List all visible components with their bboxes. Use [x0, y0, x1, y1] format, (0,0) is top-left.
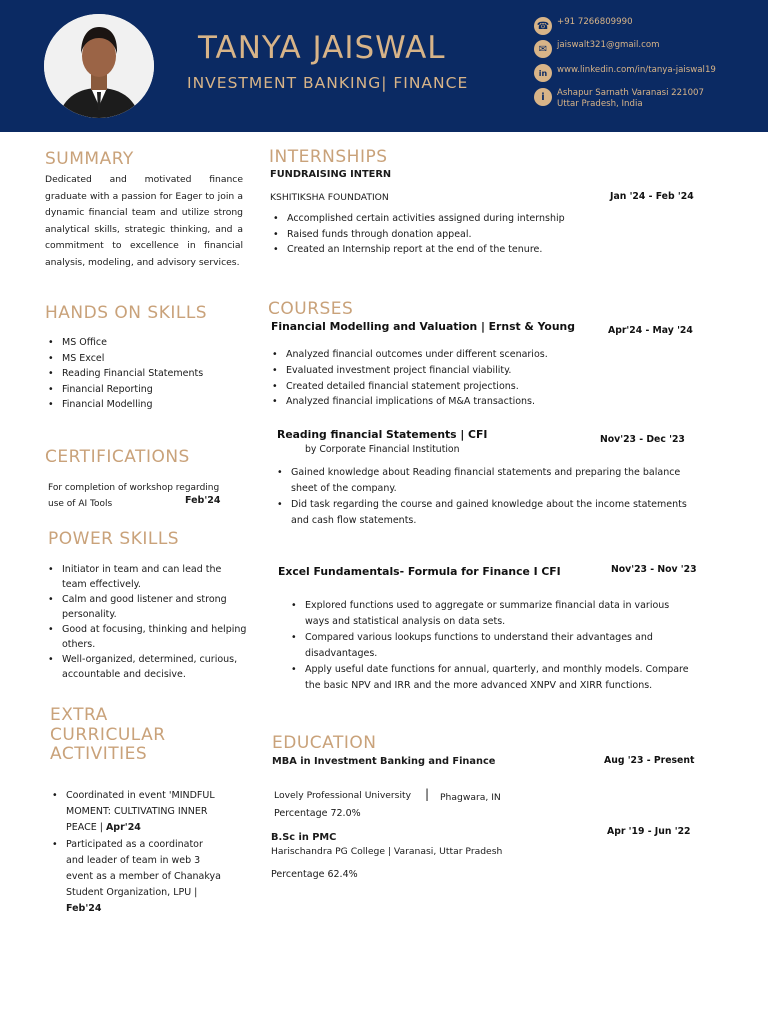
skills-heading: HANDS ON SKILLS [45, 303, 208, 323]
contact-phone[interactable] [534, 17, 633, 35]
courses-heading: COURSES [268, 299, 354, 319]
list-item: • MS Office [48, 335, 248, 351]
education-date: Aug '23 - Present [604, 755, 695, 766]
education-percentage: Percentage 62.4% [271, 869, 358, 880]
extra-heading [50, 706, 166, 765]
address-text [557, 88, 704, 110]
list-item: • Initiator in team and can lead the team effectively. [48, 562, 248, 592]
contact-email[interactable] [534, 40, 660, 58]
avatar [44, 14, 154, 118]
education-school: Harischandra PG College | Varanasi, Uttar Pradesh [271, 846, 503, 857]
list-item: • Explored functions used to aggregate or summarize financial data in various ways and statistical analysis on data sets. [291, 598, 696, 630]
list-item [52, 837, 222, 918]
course-title: Financial Modelling and Valuation | Ernst & Young [271, 320, 575, 333]
email-text: jaiswalt321@gmail.com [557, 40, 660, 50]
header-banner [0, 0, 768, 132]
course-list [291, 598, 696, 694]
extra-list [52, 788, 222, 918]
education-school: Lovely Professional University [274, 790, 412, 801]
contact-linkedin[interactable] [534, 64, 716, 82]
list-item: • Created detailed financial statement projections. [272, 379, 692, 395]
list-item: • Calm and good listener and strong personality. [48, 592, 248, 622]
linkedin-text: www.linkedin.com/in/tanya-jaiswal19 [557, 65, 716, 75]
list-item: • Analyzed financial outcomes under different scenarios. [272, 347, 692, 363]
summary-text: Dedicated and motivated finance graduate with a passion for Eager to join a dynamic financial team and utilize strong analytical skills, strategic thinking, and a commitment to excellence in financial analysis, modeling, and advisory services. [45, 174, 243, 268]
list-item: • Reading Financial Statements [48, 366, 248, 382]
education-heading: EDUCATION [272, 733, 377, 753]
separator: | [425, 787, 430, 801]
education-date: Apr '19 - Jun '22 [607, 826, 691, 837]
education-percentage: Percentage 72.0% [274, 808, 361, 819]
course-date: Nov'23 - Nov '23 [611, 564, 697, 575]
list-item: • Well-organized, determined, curious, accountable and decisive. [48, 652, 248, 682]
list-item: • Gained knowledge about Reading financial statements and preparing the balance sheet of the company. [277, 465, 692, 497]
list-item: • Good at focusing, thinking and helping others. [48, 622, 248, 652]
internship-role: FUNDRAISING INTERN [270, 169, 392, 180]
address-line1: Ashapur Sarnath Varanasi 221007 [557, 88, 704, 98]
course-subtitle: by Corporate Financial Institution [305, 444, 460, 455]
education-degree: B.Sc in PMC [271, 832, 337, 843]
list-item: • Accomplished certain activities assigned during internship [273, 211, 693, 227]
internship-date: Jan '24 - Feb '24 [610, 191, 694, 202]
education-place: Phagwara, IN [440, 792, 501, 803]
certification-text: For completion of workshop regarding use of AI Tools [48, 483, 220, 509]
internships-heading: INTERNSHIPS [269, 147, 388, 167]
education-degree: MBA in Investment Banking and Finance [272, 756, 496, 767]
linkedin-icon: in [534, 64, 552, 82]
extra-heading-line3: ACTIVITIES [50, 744, 148, 764]
skills-list [48, 335, 248, 413]
extra-heading-line1: EXTRA [50, 705, 108, 725]
internship-org: KSHITIKSHA FOUNDATION [270, 192, 389, 203]
phone-text: +91 7266809990 [557, 17, 633, 27]
list-item: • Raised funds through donation appeal. [273, 227, 693, 243]
list-item: • Analyzed financial implications of M&A transactions. [272, 394, 692, 410]
course-list [272, 347, 692, 410]
power-skills-list [48, 562, 248, 682]
course-date: Nov'23 - Dec '23 [600, 434, 685, 445]
address-line2: Uttar Pradesh, India [557, 99, 643, 109]
list-item: • Created an Internship report at the end of the tenure. [273, 242, 693, 258]
certification-date: Feb'24 [185, 495, 221, 506]
summary-heading: SUMMARY [45, 149, 134, 169]
power-skills-heading: POWER SKILLS [48, 529, 180, 549]
email-icon: ✉ [534, 40, 552, 58]
list-item: • Did task regarding the course and gained knowledge about the income statements and cash flow statements. [277, 497, 692, 529]
candidate-name: TANYA JAISWAL [198, 30, 446, 66]
list-item: • MS Excel [48, 351, 248, 367]
course-title: Reading financial Statements | CFI [277, 428, 488, 441]
list-item [52, 788, 222, 837]
certifications-heading: CERTIFICATIONS [45, 447, 190, 467]
extra-item-text: Coordinated in event 'MINDFUL MOMENT: CULTIVATING INNER PEACE | [66, 790, 215, 834]
phone-icon: ☎ [534, 17, 552, 35]
candidate-role: INVESTMENT BANKING| FINANCE [187, 74, 469, 92]
list-item: • Compared various lookups functions to understand their advantages and disadvantages. [291, 630, 696, 662]
list-item: • Financial Modelling [48, 397, 248, 413]
info-icon: i [534, 88, 552, 106]
extra-heading-line2: CURRICULAR [50, 724, 166, 745]
course-list [277, 465, 692, 529]
list-item: • Apply useful date functions for annual, quarterly, and monthly models. Compare the basic NPV and IRR and the more advanced XNPV and XIRR functions. [291, 662, 696, 694]
internship-list [273, 211, 693, 258]
course-title: Excel Fundamentals- Formula for Finance I CFI [278, 565, 561, 578]
extra-item-text: Participated as a coordinator and leader of team in web 3 event as a member of Chanakya Student Organization, LPU | [66, 838, 221, 899]
contact-address [534, 88, 704, 110]
list-item: • Evaluated investment project financial viability. [272, 363, 692, 379]
course-date: Apr'24 - May '24 [608, 325, 693, 336]
list-item: • Financial Reporting [48, 382, 248, 398]
extra-item-date: Feb'24 [66, 903, 102, 915]
extra-item-date: Apr'24 [105, 822, 141, 834]
